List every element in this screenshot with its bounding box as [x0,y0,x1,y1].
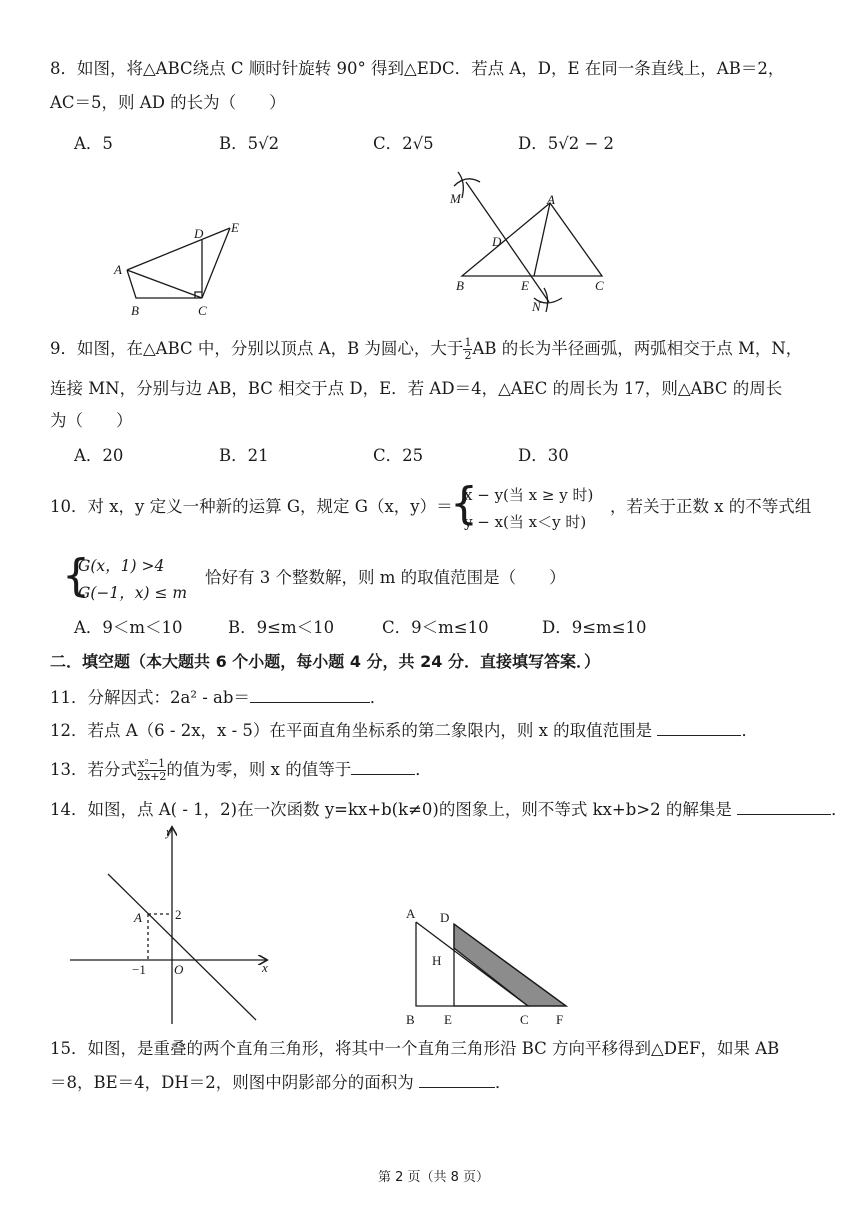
q8-segment-ec [202,228,230,298]
q9-triangle-abc [462,203,602,276]
section-2-title: 二．填空题（本大题共 6 个小题，每小题 4 分，共 24 分．直接填写答案．） [50,652,600,671]
q10-brace-1: { [450,478,478,529]
q14-label-neg1: −1 [132,962,146,977]
q14-function-line [108,874,256,1020]
q15-label-e: E [444,1012,452,1027]
q10-option-a[interactable]: A．9＜m＜10 [74,618,183,637]
q8-label-d: D [194,226,204,241]
q9-frac-num: 1 [464,336,472,349]
q15-line2-text: ＝8，BE＝4，DH＝2，则图中阴影部分的面积为 [50,1073,414,1092]
q10-case-1: x − y(当 x ≥ y 时) [464,486,594,504]
q8-label-b: B [131,303,139,318]
q10-ineq-1: G(x，1) >4 [78,557,165,575]
q8-label-e: E [231,220,239,235]
q10-line1-a: 10．对 x，y 定义一种新的运算 G，规定 G（x，y）＝ [50,497,453,516]
q9-label-b: B [456,278,464,293]
q15-figure [396,900,576,1030]
q14 [50,798,848,821]
q9-option-d[interactable]: D．30 [518,446,569,465]
q12-text: 12．若点 A（6 - 2x，x - 5）在平面直角坐标系的第二象限内，则 x 的取值范围是 [50,721,653,740]
q11-answer-blank[interactable] [250,686,370,703]
q15-label-d: D [440,910,450,925]
q13-answer-blank[interactable] [351,758,415,775]
q9-option-c[interactable]: C．25 [373,446,424,465]
q10-option-b[interactable]: B．9≤m＜10 [228,618,335,637]
q13-end: ． [415,760,432,779]
q12-answer-blank[interactable] [657,719,741,736]
q15-label-f: F [556,1012,564,1027]
q15-label-c: C [520,1012,529,1027]
q15-line2 [50,1071,512,1094]
q9-label-d: D [492,234,502,249]
q10-option-d[interactable]: D．9≤m≤10 [542,618,647,637]
q8-option-d[interactable]: D．5√2 − 2 [518,134,615,153]
q14-label-2: 2 [175,907,182,922]
q8-option-b[interactable]: B．5√2 [219,134,280,153]
q10-line2-b: 恰好有 3 个整数解，则 m 的取值范围是（ ） [205,568,566,587]
q9-figure [440,170,620,315]
q8-figure [100,212,260,322]
q9-label-c: C [595,278,604,293]
q9-line1-b: AB 的长为半径画弧，两弧相交于点 M，N， [472,339,803,358]
q14-text: 14．如图，点 A( - 1，2)在一次函数 y=kx+b(k≠0)的图象上，则不等式 kx+b>2 的解集是 [50,800,732,819]
q8-triangle-abc [127,270,202,298]
q15-label-b: B [406,1012,415,1027]
q13 [50,758,432,783]
q8-option-c[interactable]: C．2√5 [373,134,434,153]
q8-segment-ae [127,228,230,270]
q10-line1-b: ，若关于正数 x 的不等式组 [610,497,812,516]
q15-triangle-def [454,924,566,1006]
q10-option-c[interactable]: C．9＜m≤10 [382,618,489,637]
q14-label-x: x [262,960,268,975]
q14-answer-blank[interactable] [737,798,831,815]
q11 [50,686,386,709]
q9-option-a[interactable]: A．20 [74,446,124,465]
q10-ineq-2: G(−1，x) ≤ m [78,584,188,602]
q14-label-o: O [174,962,184,977]
q15-label-h: H [432,953,442,968]
q9-line1-a: 9．如图，在△ABC 中，分别以顶点 A，B 为圆心，大于 [50,339,464,358]
q12-end: ． [741,721,758,740]
q9-line2: 连接 MN，分别与边 AB，BC 相交于点 D，E．若 AD＝4，△AEC 的周长为 17，则△ABC 的周长 [50,379,783,398]
q13-fraction [137,758,166,783]
q14-label-y: y [166,824,172,839]
q9-line-mn [466,182,549,302]
q8-line2: AC＝5，则 AD 的长为（ ） [50,93,286,112]
q15-label-a: A [406,906,416,921]
q13-frac-num: x²−1 [138,757,166,770]
q8-label-c: C [198,303,207,318]
q9-label-m: M [450,191,461,206]
q10-case-2: y − x(当 x＜y 时) [464,513,587,531]
q9-arc-n2 [544,288,548,312]
q9-label-a: A [547,192,555,207]
q8-line1: 8．如图，将△ABC绕点 C 顺时针旋转 90° 得到△EDC．若点 A，D，E 在同一条直线上，AB＝2， [50,59,785,78]
q14-label-a: A [134,910,142,925]
q12 [50,719,758,742]
q13-text-a: 13．若分式 [50,760,137,779]
q13-text-b: 的值为零，则 x 的值等于 [166,760,352,779]
q15-line1: 15．如图，是重叠的两个直角三角形，将其中一个直角三角形沿 BC 方向平移得到△DEF，如果 AB [50,1039,780,1058]
q9-line1 [50,337,802,362]
q9-frac-den: 2 [464,349,472,362]
q11-end: ． [369,688,387,707]
q10-brace-2: { [62,550,90,601]
q9-option-b[interactable]: B．21 [219,446,269,465]
page-footer: 第 2 页（共 8 页） [377,1170,490,1185]
q9-label-e: E [521,278,529,293]
q15-answer-blank[interactable] [419,1071,495,1088]
q8-label-a: A [114,262,122,277]
q13-frac-den: 2x+2 [137,770,167,783]
q14-figure [68,822,283,1032]
q9-line3: 为（ ） [50,411,133,430]
q8-option-a[interactable]: A．5 [74,134,113,153]
q9-label-n: N [532,299,541,314]
q11-text: 11．分解因式：2a² - ab＝ [50,688,250,707]
q14-end: ． [831,800,848,819]
q15-end: ． [495,1073,512,1092]
